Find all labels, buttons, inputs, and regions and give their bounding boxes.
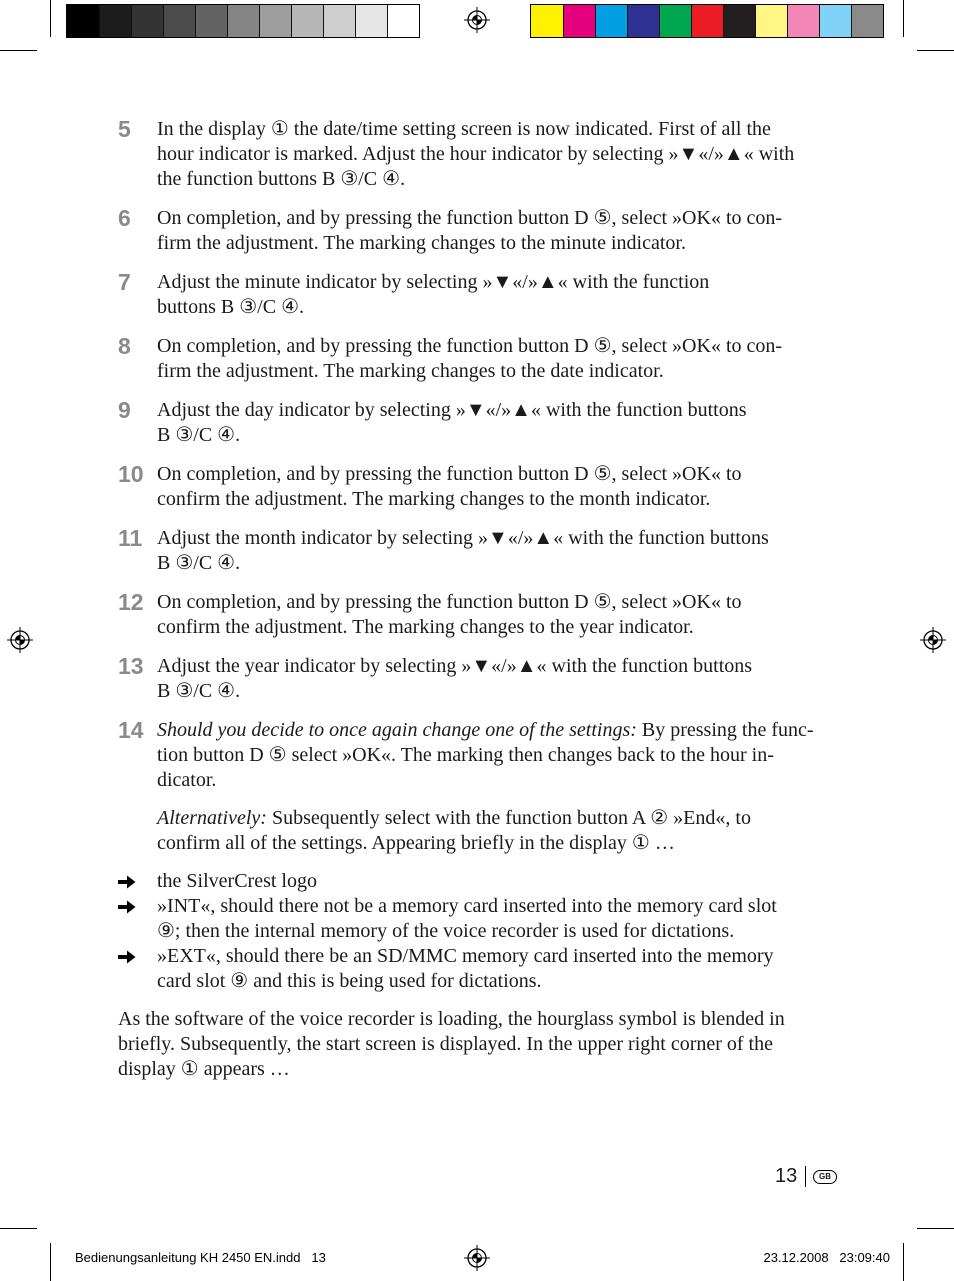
step-text-line: Adjust the month indicator by selecting »▼«/»▲« with the function buttons: [157, 527, 769, 549]
step-text-line: Adjust the day indicator by selecting »▼«/»▲« with the function buttons: [157, 399, 747, 421]
step-5: [118, 117, 794, 192]
list-item-line: »EXT«, should there be an SD/MMC memory card inserted into the memory: [157, 945, 774, 967]
gray-swatch: [227, 5, 259, 37]
gray-swatch: [195, 5, 227, 37]
step-lead-italic: Should you decide to once again change one of the settings:: [157, 719, 637, 741]
alternatively-paragraph: [118, 806, 751, 856]
paragraph-text: Subsequently select with the function button A ② »End«, to: [271, 807, 751, 829]
paragraph-line: display ① appears …: [118, 1058, 290, 1080]
step-number: 8: [118, 333, 131, 359]
step-number: 13: [118, 653, 144, 679]
step-11: [118, 526, 769, 576]
crop-mark: [50, 0, 51, 37]
step-text-line: On completion, and by pressing the function button D ⑤, select »OK« to: [157, 591, 742, 613]
step-text-line: On completion, and by pressing the function button D ⑤, select »OK« to con-: [157, 207, 783, 229]
color-swatch: [723, 5, 755, 37]
step-12: [118, 590, 742, 640]
color-swatch: [563, 5, 595, 37]
step-text-line: On completion, and by pressing the function button D ⑤, select »OK« to: [157, 463, 742, 485]
display-messages-list: [118, 869, 777, 994]
step-text-line: the function buttons B ③/C ④.: [157, 168, 406, 190]
crop-mark: [903, 0, 904, 37]
color-swatch: [595, 5, 627, 37]
step-10: [118, 462, 742, 512]
crop-mark: [50, 1243, 51, 1281]
gray-swatch: [259, 5, 291, 37]
gray-swatch: [131, 5, 163, 37]
step-number: 6: [118, 205, 131, 231]
step-9: [118, 398, 747, 448]
step-number: 12: [118, 589, 144, 615]
step-text-line: B ③/C ④.: [157, 552, 241, 574]
step-14: [118, 718, 814, 793]
closing-paragraph: [118, 1007, 785, 1082]
gray-swatch: [387, 5, 419, 37]
step-text-line: hour indicator is marked. Adjust the hour indicator by selecting »▼«/»▲« with: [157, 143, 795, 165]
step-text-line: Adjust the minute indicator by selecting »▼«/»▲« with the function: [157, 271, 710, 293]
step-text-line: tion button D ⑤ select »OK«. The marking then changes back to the hour in-: [157, 744, 774, 766]
step-7: [118, 270, 709, 320]
step-number: 5: [118, 116, 131, 142]
page-number: 13: [775, 1165, 798, 1187]
step-number: 7: [118, 269, 131, 295]
color-swatch: [659, 5, 691, 37]
color-swatch: [851, 5, 883, 37]
step-8: [118, 334, 782, 384]
crop-mark: [903, 1243, 904, 1281]
list-item: [118, 944, 777, 994]
crop-mark: [0, 50, 37, 51]
paragraph-line: As the software of the voice recorder is loading, the hourglass symbol is blended in: [118, 1008, 785, 1030]
step-text-line: confirm the adjustment. The marking changes to the month indicator.: [157, 488, 711, 510]
registration-mark-icon: [464, 7, 490, 33]
list-item: [118, 869, 777, 894]
list-item-line: card slot ⑨ and this is being used for dictations.: [157, 970, 542, 992]
step-text: By pressing the func-: [641, 719, 814, 741]
step-13: [118, 654, 752, 704]
step-number: 11: [118, 525, 143, 551]
gray-swatch: [163, 5, 195, 37]
arrow-right-icon: [118, 875, 136, 889]
step-text-line: firm the adjustment. The marking changes to the minute indicator.: [157, 232, 686, 254]
step-text-line: On completion, and by pressing the function button D ⑤, select »OK« to con-: [157, 335, 783, 357]
color-swatch: [627, 5, 659, 37]
crop-mark: [0, 1228, 37, 1229]
step-6: [118, 206, 782, 256]
list-item-line: the SilverCrest logo: [157, 870, 317, 892]
paragraph-line: [157, 806, 751, 831]
step-text-line: firm the adjustment. The marking changes to the date indicator.: [157, 360, 664, 382]
gray-swatch: [67, 5, 99, 37]
footer-timestamp: 23.12.2008 23:09:40: [763, 1250, 890, 1265]
paragraph-line: confirm all of the settings. Appearing briefly in the display ① …: [157, 832, 675, 854]
list-item-line: ⑨; then the internal memory of the voice recorder is used for dictations.: [157, 920, 735, 942]
language-badge: GB: [813, 1170, 837, 1184]
crop-mark: [917, 1228, 954, 1229]
step-text-line: buttons B ③/C ④.: [157, 296, 304, 318]
footer-file-name: Bedienungsanleitung KH 2450 EN.indd 13: [75, 1250, 326, 1265]
list-item: [118, 894, 777, 944]
registration-mark-icon: [7, 627, 33, 653]
color-control-bar: [530, 4, 884, 38]
crop-mark: [917, 50, 954, 51]
step-text-line: Adjust the year indicator by selecting »▼«/»▲« with the function buttons: [157, 655, 753, 677]
step-text-line: In the display ① the date/time setting screen is now indicated. First of all the: [157, 118, 771, 140]
color-swatch: [755, 5, 787, 37]
color-swatch: [691, 5, 723, 37]
page-number-divider: [805, 1166, 806, 1187]
gray-swatch: [355, 5, 387, 37]
color-swatch: [819, 5, 851, 37]
list-item-line: »INT«, should there not be a memory card inserted into the memory card slot: [157, 895, 777, 917]
color-swatch: [531, 5, 563, 37]
step-text-line: B ③/C ④.: [157, 424, 241, 446]
step-number: 14: [118, 717, 144, 743]
step-number: 10: [118, 461, 144, 487]
grayscale-control-bar: [66, 4, 420, 38]
registration-mark-icon: [920, 627, 946, 653]
step-text-line: [157, 718, 814, 743]
registration-mark-icon: [464, 1245, 490, 1271]
arrow-right-icon: [118, 900, 136, 914]
color-swatch: [787, 5, 819, 37]
gray-swatch: [291, 5, 323, 37]
step-number: 9: [118, 397, 131, 423]
step-text-line: B ③/C ④.: [157, 680, 241, 702]
step-text-line: confirm the adjustment. The marking changes to the year indicator.: [157, 616, 694, 638]
paragraph-line: briefly. Subsequently, the start screen is displayed. In the upper right corner of the: [118, 1033, 773, 1055]
gray-swatch: [323, 5, 355, 37]
gray-swatch: [99, 5, 131, 37]
alternatively-lead: Alternatively:: [157, 807, 267, 829]
step-text-line: dicator.: [157, 769, 217, 791]
arrow-right-icon: [118, 950, 136, 964]
